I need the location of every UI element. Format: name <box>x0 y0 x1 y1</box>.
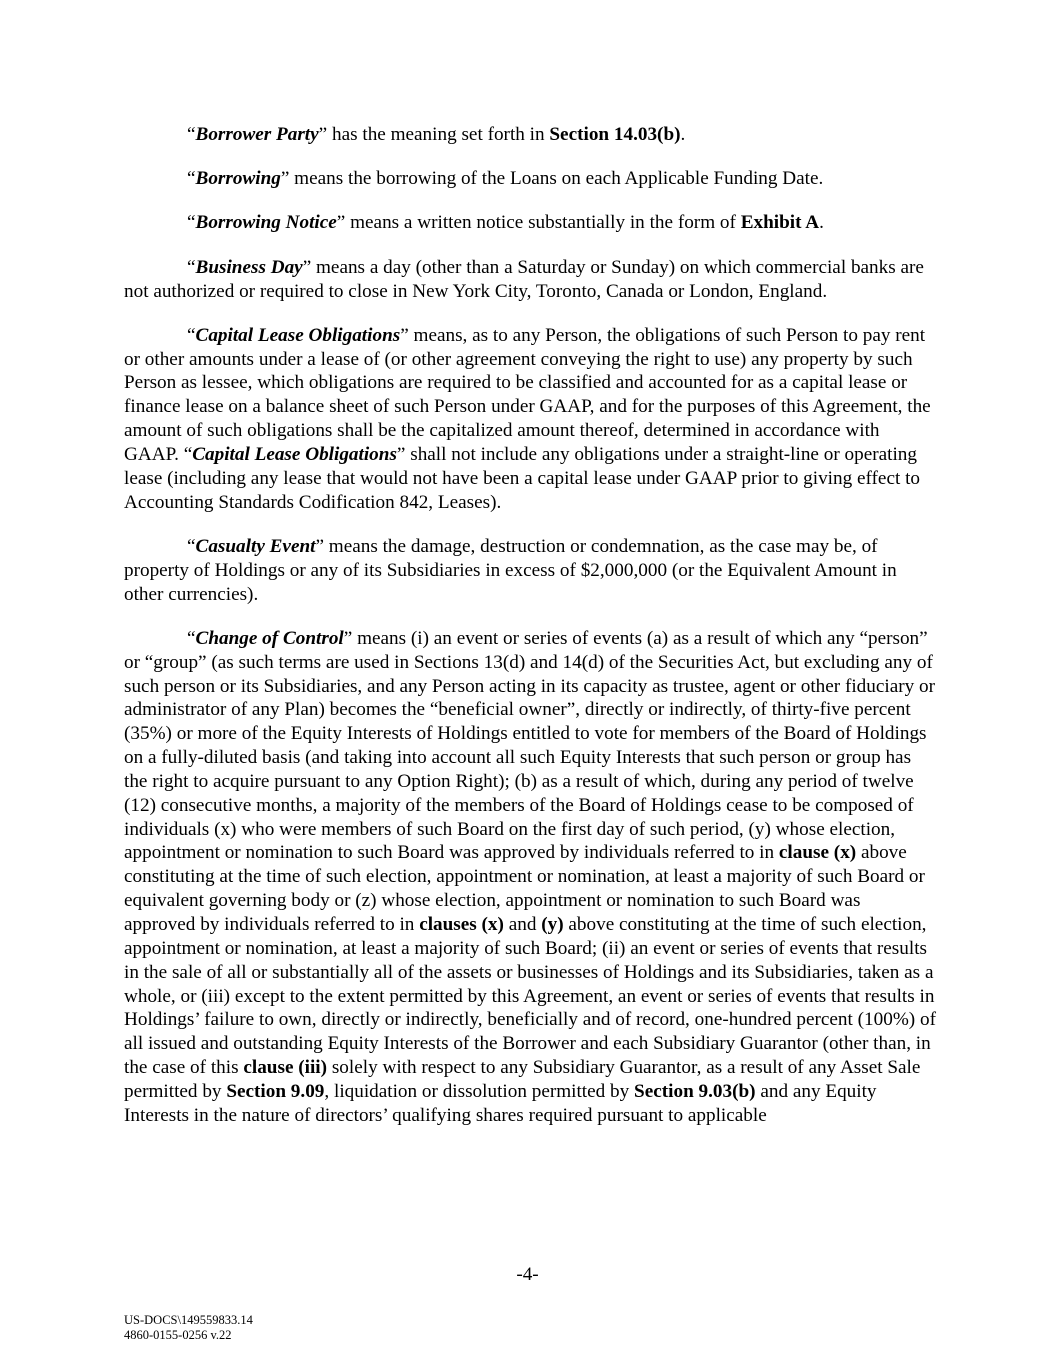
paragraph-text: “ <box>187 124 196 145</box>
defined-term: Business Day <box>195 256 303 278</box>
paragraph-text: . <box>819 212 824 234</box>
cross-reference: Section 9.09 <box>226 1080 325 1102</box>
paragraph-text: “ <box>187 535 196 557</box>
paragraph-text: ” means the damage, destruction or condemnation, as the case may be, of property of Holdings or any of its Subsidiaries in excess of $2,000,000 (or the Equivalent Amount in other currencies). <box>124 535 897 605</box>
cross-reference: Exhibit A <box>740 212 820 234</box>
paragraph-text: ” shall not include any obligations under a straight-line or operating lease (including any lease that would not have been a capital lease under GAAP prior to giving effect to Accounting Standards Codification 842, Leases). <box>124 444 921 513</box>
paragraph-text: ” has the meaning set forth in <box>318 124 550 145</box>
defined-term: Capital Lease Obligations <box>195 324 401 346</box>
page-number: -4- <box>516 1264 539 1285</box>
defined-term: Capital Lease Obligations <box>192 444 397 465</box>
definition-paragraph <box>124 211 936 235</box>
paragraph-text: “ <box>187 627 196 649</box>
paragraph-text: . <box>680 124 686 145</box>
definition-paragraph <box>124 627 936 1128</box>
cross-reference: clause (iii) <box>243 1057 328 1079</box>
paragraph-text: ” means the borrowing of the Loans on each Applicable Funding Date. <box>280 168 824 190</box>
definition-paragraph <box>124 535 936 607</box>
defined-term: Borrower Party <box>195 124 319 145</box>
defined-term: Borrowing <box>195 168 281 190</box>
paragraph-text: and <box>503 913 542 935</box>
doc-id-secondary: 4860-0155-0256 v.22 <box>124 1328 232 1342</box>
defined-term: Casualty Event <box>195 535 316 557</box>
defined-term: Borrowing Notice <box>195 212 337 234</box>
paragraph-text: , liquidation or dissolution permitted by <box>324 1080 635 1102</box>
cross-reference: (y) <box>541 913 564 935</box>
cross-reference: Section 9.03(b) <box>634 1080 756 1102</box>
paragraph-text: ” means a day (other than a Saturday or Sunday) on which commercial banks are not authorized or required to close in New York City, Toronto, Canada or London, England. <box>124 256 924 302</box>
doc-id-primary: US-DOCS\149559833.14 <box>124 1313 253 1327</box>
document-identifiers <box>124 1313 253 1343</box>
paragraph-text: and any Equity Interests in the nature of directors’ qualifying shares required pursuant to applicable <box>124 1080 877 1126</box>
paragraph-text: above constituting at the time of such election, appointment or nomination, at least a majority of such Board; (ii) an event or series of events that results in the sale of all or substantially all of the assets or businesses of Holdings and its Subsidiaries, taken as a whole, or (iii) except to the extent permitted by this Agreement, an event or series of events that results in Holdings’ failure to own, directly or indirectly, beneficially and of record, one-hundred percent (100%) of all issued and outstanding Equity Interests of the Borrower and each Subsidiary Guarantor (other than, in the case of this <box>124 913 936 1079</box>
paragraph-text: ” means a written notice substantially in the form of <box>336 212 741 234</box>
definition-paragraph <box>124 324 936 515</box>
definition-paragraph <box>124 123 936 147</box>
paragraph-text: “ <box>187 212 196 234</box>
paragraph-text: “ <box>187 256 196 278</box>
definition-paragraph <box>124 167 936 191</box>
paragraph-text: “ <box>187 168 196 190</box>
paragraph-text: solely with respect to any Subsidiary Guarantor, as a result of any Asset Sale permitted by <box>124 1057 921 1102</box>
definition-paragraph <box>124 256 936 304</box>
defined-term: Change of Control <box>195 627 344 649</box>
cross-reference: clauses (x) <box>419 913 504 935</box>
paragraph-text: ” means, as to any Person, the obligations of such Person to pay rent or other amounts under a lease of (or other agreement conveying the right to use) any property by such Person as lessee, which obligations are required to be classified and accounted for as a capital lease or finance lease on a balance sheet of such Person under GAAP, and for the purposes of this Agreement, the amount of such obligations shall be the capitalized amount thereof, determined in accordance with GAAP. “ <box>124 324 931 465</box>
cross-reference: Section 14.03(b) <box>549 124 681 145</box>
paragraph-text: ” means (i) an event or series of events (a) as a result of which any “person” or “group” (as such terms are used in Sections 13(d) and 14(d) of the Securities Act, but excluding any of such person or its Subsidiaries, and any Person acting in its capacity as trustee, agent or other fiduciary or administrator of any Plan) becomes the “beneficial owner”, directly or indirectly, of thirty-five percent (35%) or more of the Equity Interests of Holdings entitled to vote for members of the Board of Holdings on a fully-diluted basis (and taking into account all such Equity Interests that such person or group has the right to acquire pursuant to any Option Right); (b) as a result of which, during any period of twelve (12) consecutive months, a majority of the members of the Board of Holdings cease to be composed of individuals (x) who were members of such Board on the first day of such period, (y) whose election, appointment or nomination to such Board was approved by individuals referred to in <box>124 627 935 864</box>
document-body <box>124 123 936 1148</box>
paragraph-text: above constituting at the time of such election, appointment or nomination, at least a majority of such Board or equivalent governing body or (z) whose election, appointment or nomination to such Board was approved by individuals referred to in <box>124 842 925 935</box>
paragraph-text: “ <box>187 324 196 346</box>
cross-reference: clause (x) <box>778 842 857 864</box>
